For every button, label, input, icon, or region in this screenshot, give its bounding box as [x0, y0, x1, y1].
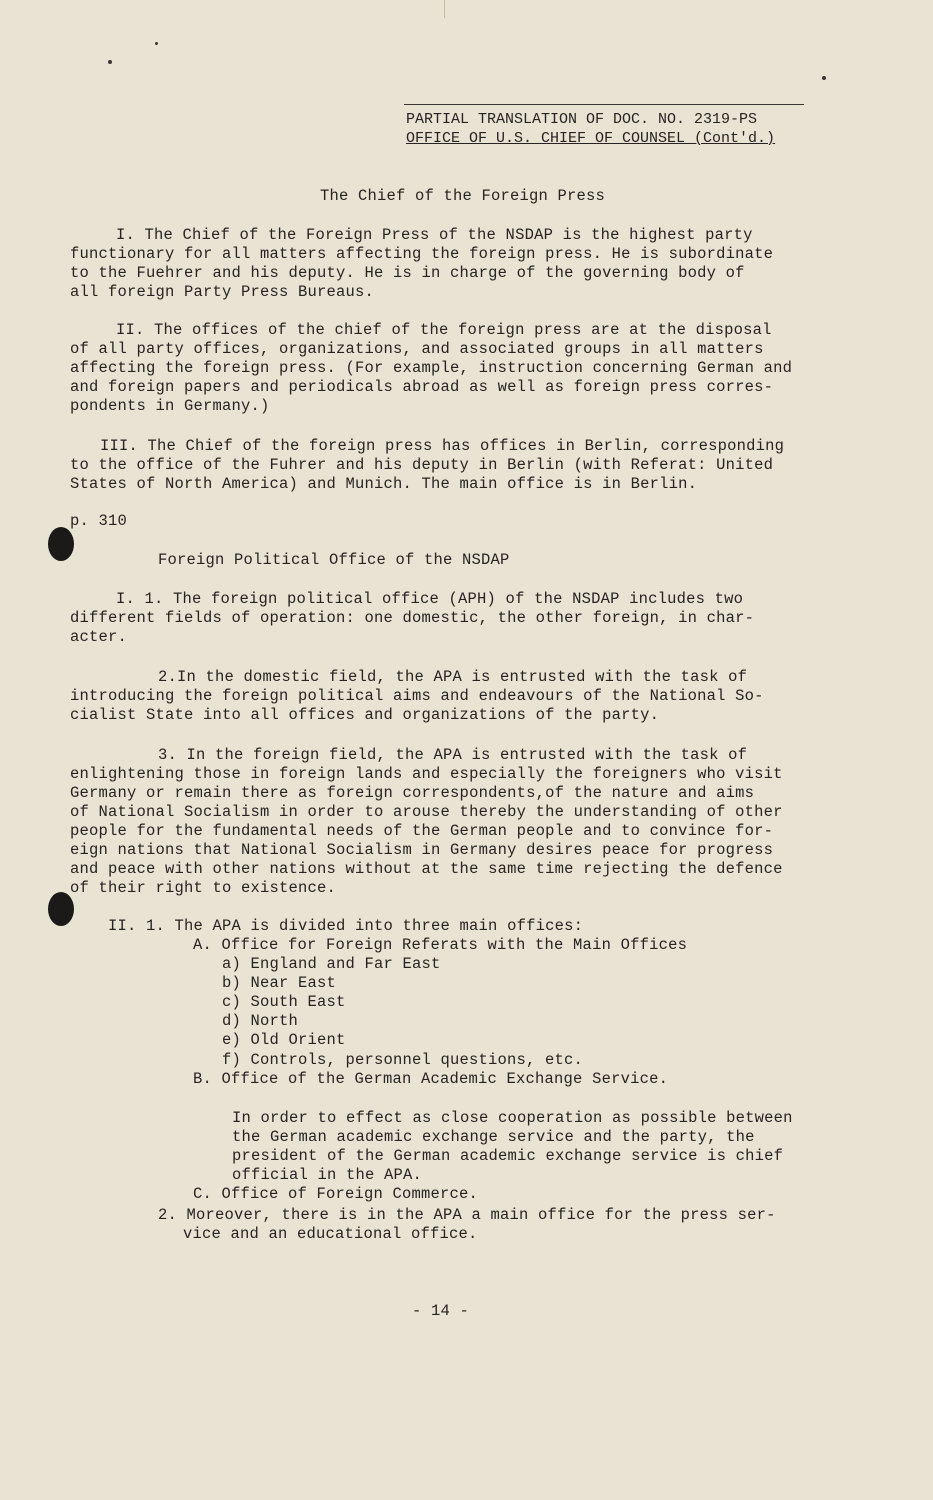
paragraph-line: the German academic exchange service and the party, the — [232, 1128, 755, 1146]
paragraph-line: In order to effect as close cooperation as possible between — [232, 1109, 793, 1127]
paragraph-line: official in the APA. — [232, 1166, 423, 1184]
paragraph-line: all foreign Party Press Bureaus. — [70, 283, 375, 301]
paragraph-line: acter. — [70, 628, 128, 646]
paragraph-line: Germany or remain there as foreign correspondents,of the nature and aims — [70, 784, 755, 802]
paragraph-line: different fields of operation: one domestic, the other foreign, in char- — [70, 609, 755, 627]
sub-item: d) North — [222, 1012, 299, 1030]
paragraph-line: States of North America) and Munich. The main office is in Berlin. — [70, 475, 698, 493]
paragraph-line: of all party offices, organizations, and associated groups in all matters — [70, 340, 764, 358]
paragraph-line: vice and an educational office. — [183, 1225, 478, 1243]
paragraph-line: people for the fundamental needs of the German people and to convince for- — [70, 822, 774, 840]
paragraph-line: to the office of the Fuhrer and his deputy in Berlin (with Referat: United — [70, 456, 774, 474]
section-title: The Chief of the Foreign Press — [320, 187, 606, 205]
paragraph-line: and foreign papers and periodicals abroad as well as foreign press corres- — [70, 378, 774, 396]
punch-hole — [48, 527, 74, 561]
sub-item: a) England and Far East — [222, 955, 441, 973]
paragraph-line: pondents in Germany.) — [70, 397, 270, 415]
office-item: B. Office of the German Academic Exchange Service. — [193, 1070, 669, 1088]
section-title: Foreign Political Office of the NSDAP — [158, 551, 510, 569]
paragraph-line: to the Fuehrer and his deputy. He is in charge of the governing body of — [70, 264, 745, 282]
paragraph-line: 2.In the domestic field, the APA is entrusted with the task of — [158, 668, 748, 686]
paragraph-line: functionary for all matters affecting the foreign press. He is subordinate — [70, 245, 774, 263]
paragraph-line: 2. Moreover, there is in the APA a main office for the press ser- — [158, 1206, 776, 1224]
paragraph-line: introducing the foreign political aims and endeavours of the National So- — [70, 687, 764, 705]
paper-speck — [108, 60, 112, 64]
sub-item: e) Old Orient — [222, 1031, 346, 1049]
paragraph-line: of their right to existence. — [70, 879, 337, 897]
sub-item: c) South East — [222, 993, 346, 1011]
header-line-1: PARTIAL TRANSLATION OF DOC. NO. 2319-PS — [406, 111, 758, 128]
sub-item: b) Near East — [222, 974, 337, 992]
office-item: A. Office for Foreign Referats with the Main Offices — [193, 936, 688, 954]
paragraph-line: enlightening those in foreign lands and especially the foreigners who visit — [70, 765, 783, 783]
paragraph-line: II. The offices of the chief of the foreign press are at the disposal — [116, 321, 772, 339]
paragraph-line: of National Socialism in order to arouse thereby the understanding of other — [70, 803, 783, 821]
office-item: C. Office of Foreign Commerce. — [193, 1185, 479, 1203]
paper-speck — [822, 76, 826, 80]
paragraph-line: eign nations that National Socialism in Germany desires peace for progress — [70, 841, 774, 859]
paragraph-line: 3. In the foreign field, the APA is entrusted with the task of — [158, 746, 748, 764]
paper-speck — [155, 42, 158, 45]
page-number: - 14 - — [412, 1302, 470, 1320]
paragraph-line: affecting the foreign press. (For example, instruction concerning German and — [70, 359, 793, 377]
list-intro: II. 1. The APA is divided into three main offices: — [108, 917, 584, 935]
paragraph-line: III. The Chief of the foreign press has offices in Berlin, corresponding — [100, 437, 785, 455]
header-top-rule — [404, 104, 804, 105]
paragraph-line: I. 1. The foreign political office (APH) of the NSDAP includes two — [116, 590, 744, 608]
sub-item: f) Controls, personnel questions, etc. — [222, 1051, 584, 1069]
page-reference: p. 310 — [70, 512, 128, 530]
paragraph-line: cialist State into all offices and organizations of the party. — [70, 706, 660, 724]
header-line-2: OFFICE OF U.S. CHIEF OF COUNSEL (Cont'd.) — [406, 130, 776, 147]
paragraph-line: president of the German academic exchange service is chief — [232, 1147, 784, 1165]
paper-crease — [444, 0, 445, 18]
paragraph-line: and peace with other nations without at the same time rejecting the defence — [70, 860, 783, 878]
paragraph-line: I. The Chief of the Foreign Press of the NSDAP is the highest party — [116, 226, 753, 244]
